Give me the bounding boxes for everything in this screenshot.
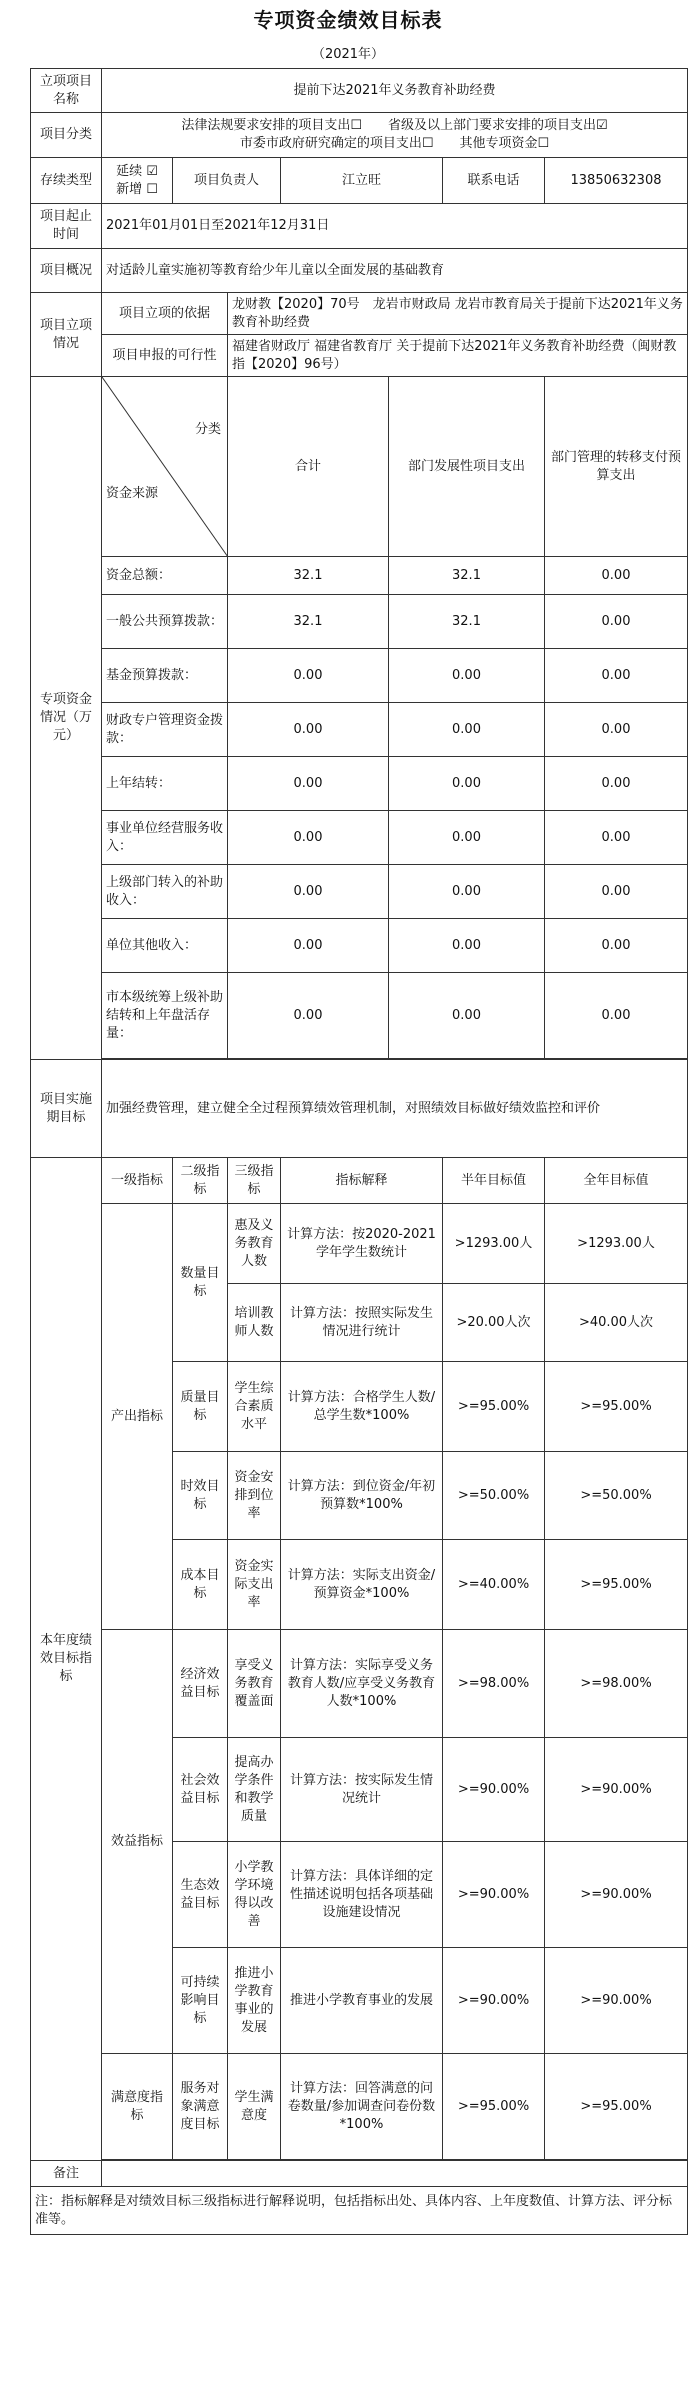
kpi-level2-quality: 质量目标 [173, 1362, 228, 1452]
fund-row-dept: 0.00 [389, 973, 545, 1059]
fund-row-total: 0.00 [228, 757, 389, 811]
kpi-half-value: >1293.00人 [443, 1204, 545, 1284]
kpi-desc: 计算方法：实际支出资金/预算资金*100% [281, 1540, 443, 1630]
summary-value: 对适龄儿童实施初等教育给少年儿童以全面发展的基础教育 [102, 249, 688, 293]
basis-label: 项目立项的依据 [102, 293, 228, 335]
kpi-level3: 资金安排到位率 [228, 1452, 281, 1540]
kpi-desc: 计算方法：具体详细的定性描述说明包括各项基础设施建设情况 [281, 1842, 443, 1948]
kpi-header-desc: 指标解释 [281, 1158, 443, 1204]
phone-number: 13850632308 [545, 158, 688, 204]
funds-col-transfer: 部门管理的转移支付预算支出 [545, 377, 688, 557]
fund-row-transfer: 0.00 [545, 557, 688, 595]
kpi-desc: 计算方法：按2020-2021学年学生数统计 [281, 1204, 443, 1284]
project-name: 提前下达2021年义务教育补助经费 [102, 69, 688, 113]
kpi-level1-output: 产出指标 [102, 1204, 173, 1630]
kpi-header-level3: 三级指标 [228, 1158, 281, 1204]
kpi-full-value: >=95.00% [545, 2054, 688, 2160]
kpi-full-value: >=95.00% [545, 1540, 688, 1630]
kpi-full-value: >=50.00% [545, 1452, 688, 1540]
kpi-level2-social: 社会效益目标 [173, 1738, 228, 1842]
kpi-level3: 学生满意度 [228, 2054, 281, 2160]
kpi-level3: 小学教学环境得以改善 [228, 1842, 281, 1948]
fund-row-transfer: 0.00 [545, 919, 688, 973]
category-line-1: 法律法规要求安排的项目支出☐ 省级及以上部门要求安排的项目支出☑ [181, 118, 608, 133]
kpi-level2-eco: 生态效益目标 [173, 1842, 228, 1948]
fund-row-transfer: 0.00 [545, 757, 688, 811]
page-title: 专项资金绩效目标表 [253, 7, 443, 32]
fund-row-transfer: 0.00 [545, 649, 688, 703]
kpi-desc: 计算方法：合格学生人数/总学生数*100% [281, 1362, 443, 1452]
remark-label: 备注 [31, 2161, 102, 2187]
summary-label: 项目概况 [31, 249, 102, 293]
funds-diagonal-header [102, 377, 228, 557]
fund-row-transfer: 0.00 [545, 973, 688, 1059]
performance-table [30, 68, 688, 2235]
fund-row-dept: 0.00 [389, 649, 545, 703]
funds-col-dept: 部门发展性项目支出 [389, 377, 545, 557]
kpi-half-value: >=50.00% [443, 1452, 545, 1540]
kpi-half-value: >=95.00% [443, 1362, 545, 1452]
kpi-half-value: >=40.00% [443, 1540, 545, 1630]
kpi-level3: 提高办学条件和教学质量 [228, 1738, 281, 1842]
kpi-desc: 计算方法：到位资金/年初预算数*100% [281, 1452, 443, 1540]
kpi-level1-effect: 效益指标 [102, 1630, 173, 2054]
phone-label: 联系电话 [443, 158, 545, 204]
fund-row-transfer: 0.00 [545, 811, 688, 865]
fund-row-total: 0.00 [228, 811, 389, 865]
fund-row-dept: 32.1 [389, 595, 545, 649]
fund-row-total: 0.00 [228, 649, 389, 703]
diagonal-bottom-label: 资金来源 [106, 486, 159, 501]
fund-row-dept: 0.00 [389, 919, 545, 973]
kpi-group-label: 本年度绩效目标指标 [31, 1158, 102, 2161]
fund-row-label: 市本级统筹上级补助结转和上年盘活存量： [102, 973, 228, 1059]
fund-row-total: 0.00 [228, 973, 389, 1059]
period-label: 项目起止时间 [31, 204, 102, 249]
kpi-full-value: >=90.00% [545, 1948, 688, 2054]
kpi-level3: 学生综合素质水平 [228, 1362, 281, 1452]
kpi-full-value: >=90.00% [545, 1738, 688, 1842]
fund-row-dept: 32.1 [389, 557, 545, 595]
fund-row-dept: 0.00 [389, 703, 545, 757]
basis-value: 龙财教【2020】70号 龙岩市财政局 龙岩市教育局关于提前下达2021年义务教育补助经费 [228, 293, 688, 335]
kpi-level3: 资金实际支出率 [228, 1540, 281, 1630]
kpi-full-value: >=98.00% [545, 1630, 688, 1738]
fund-row-total: 32.1 [228, 595, 389, 649]
diagonal-lines [102, 377, 228, 557]
impl-value: 加强经费管理，建立健全全过程预算绩效管理机制，对照绩效目标做好绩效监控和评价 [102, 1060, 688, 1158]
fund-row-dept: 0.00 [389, 865, 545, 919]
project-name-label: 立项项目名称 [31, 69, 102, 113]
type-label: 存续类型 [31, 158, 102, 204]
period-value: 2021年01月01日至2021年12月31日 [102, 204, 688, 249]
impl-label: 项目实施期目标 [31, 1060, 102, 1158]
kpi-level3: 培训教师人数 [228, 1284, 281, 1362]
kpi-half-value: >=98.00% [443, 1630, 545, 1738]
fund-row-label: 财政专户管理资金拨款： [102, 703, 228, 757]
kpi-level2-sustain: 可持续影响目标 [173, 1948, 228, 2054]
kpi-level1-satisfaction: 满意度指标 [102, 2054, 173, 2160]
kpi-level2-service: 服务对象满意度目标 [173, 2054, 228, 2160]
kpi-half-value: >=90.00% [443, 1842, 545, 1948]
kpi-half-value: >=95.00% [443, 2054, 545, 2160]
kpi-header-half: 半年目标值 [443, 1158, 545, 1204]
fund-row-total: 32.1 [228, 557, 389, 595]
fund-row-label: 事业单位经营服务收入： [102, 811, 228, 865]
fund-row-transfer: 0.00 [545, 703, 688, 757]
fund-row-total: 0.00 [228, 703, 389, 757]
fund-row-label: 资金总额： [102, 557, 228, 595]
kpi-half-value: >20.00人次 [443, 1284, 545, 1362]
kpi-header-level2: 二级指标 [173, 1158, 228, 1204]
fund-row-transfer: 0.00 [545, 595, 688, 649]
kpi-level3: 享受义务教育覆盖面 [228, 1630, 281, 1738]
kpi-desc: 推进小学教育事业的发展 [281, 1948, 443, 2054]
category-cell [102, 113, 688, 158]
fund-row-transfer: 0.00 [545, 865, 688, 919]
kpi-half-value: >=90.00% [443, 1738, 545, 1842]
fund-row-label: 一般公共预算拨款： [102, 595, 228, 649]
basis-group-label: 项目立项情况 [31, 293, 102, 377]
kpi-full-value: >=90.00% [545, 1842, 688, 1948]
funds-group-label: 专项资金情况（万元） [31, 377, 102, 1060]
category-label: 项目分类 [31, 113, 102, 158]
fund-row-total: 0.00 [228, 919, 389, 973]
fund-row-dept: 0.00 [389, 757, 545, 811]
type-values: 延续 ☑ 新增 ☐ [102, 158, 173, 204]
kpi-header-level1: 一级指标 [102, 1158, 173, 1204]
fund-row-label: 基金预算拨款： [102, 649, 228, 703]
owner-name: 江立旺 [281, 158, 443, 204]
fund-row-dept: 0.00 [389, 811, 545, 865]
funds-col-total: 合计 [228, 377, 389, 557]
kpi-level3: 惠及义务教育人数 [228, 1204, 281, 1284]
dept-label: 项目申报的可行性 [102, 335, 228, 377]
kpi-full-value: >1293.00人 [545, 1204, 688, 1284]
kpi-full-value: >40.00人次 [545, 1284, 688, 1362]
remark-value [102, 2161, 688, 2187]
fund-row-label: 单位其他收入： [102, 919, 228, 973]
category-line-2: 市委市政府研究确定的项目支出☐ 其他专项资金☐ [239, 136, 550, 151]
kpi-full-value: >=95.00% [545, 1362, 688, 1452]
diagonal-top-label: 分类 [194, 422, 221, 437]
year-label: （2021年） [311, 46, 385, 62]
fund-row-total: 0.00 [228, 865, 389, 919]
fund-row-label: 上年结转： [102, 757, 228, 811]
kpi-desc: 计算方法：按实际发生情况统计 [281, 1738, 443, 1842]
kpi-level2-cost: 成本目标 [173, 1540, 228, 1630]
owner-label: 项目负责人 [173, 158, 281, 204]
kpi-header-full: 全年目标值 [545, 1158, 688, 1204]
kpi-level2-quantity: 数量目标 [173, 1204, 228, 1362]
fund-row-label: 上级部门转入的补助收入： [102, 865, 228, 919]
kpi-level3: 推进小学教育事业的发展 [228, 1948, 281, 2054]
kpi-desc: 计算方法：实际享受义务教育人数/应享受义务教育人数*100% [281, 1630, 443, 1738]
dept-value: 福建省财政厅 福建省教育厅 关于提前下达2021年义务教育补助经费（闽财教指【2020】96号） [228, 335, 688, 377]
kpi-half-value: >=90.00% [443, 1948, 545, 2054]
footnote: 注：指标解释是对绩效目标三级指标进行解释说明，包括指标出处、具体内容、上年度数值、计算方法、评分标准等。 [31, 2187, 688, 2235]
kpi-level2-time: 时效目标 [173, 1452, 228, 1540]
kpi-level2-economic: 经济效益目标 [173, 1630, 228, 1738]
kpi-desc: 计算方法：回答满意的问卷数量/参加调查问卷份数*100% [281, 2054, 443, 2160]
kpi-desc: 计算方法：按照实际发生情况进行统计 [281, 1284, 443, 1362]
